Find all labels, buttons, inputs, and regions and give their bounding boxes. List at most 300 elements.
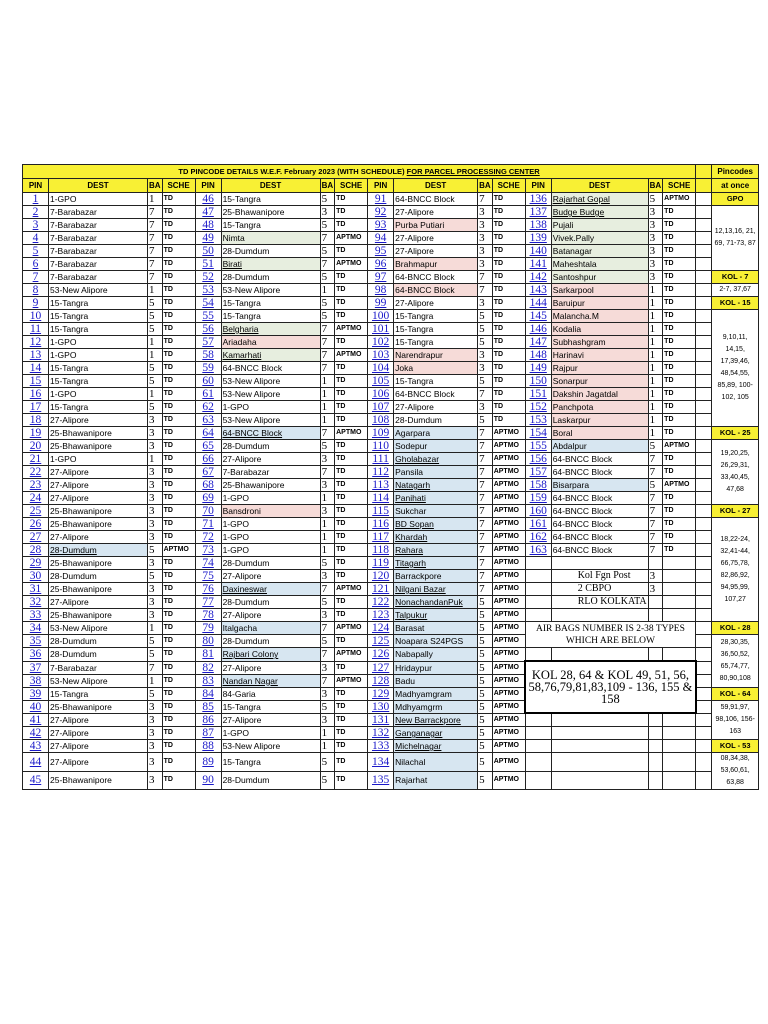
empty-cell <box>551 753 648 772</box>
spacer-cell <box>696 479 712 492</box>
dest-cell: Ganganagar <box>394 727 478 740</box>
empty-cell <box>525 596 551 609</box>
dest-cell: 1-GPO <box>49 336 148 349</box>
schedule-cell: TD <box>162 297 195 310</box>
col-header-sche: SCHE <box>663 179 696 193</box>
ba-cell: 5 <box>478 771 493 790</box>
ba-cell: 5 <box>478 713 493 727</box>
ba-cell: 5 <box>320 771 335 790</box>
dest-cell: 64-BNCC Block <box>551 492 648 505</box>
pin-cell: 30 <box>23 570 49 583</box>
spacer-cell <box>696 206 712 219</box>
dest-cell: Kodalia <box>551 323 648 336</box>
pincodes-subheader: at once <box>712 179 759 193</box>
pin-cell: 99 <box>368 297 394 310</box>
ba-cell: 7 <box>478 570 493 583</box>
ba-cell: 3 <box>148 596 163 609</box>
pin-cell: 54 <box>195 297 221 310</box>
ba-cell: 7 <box>478 193 493 206</box>
ba-cell: 3 <box>478 219 493 232</box>
pin-cell: 131 <box>368 713 394 727</box>
pin-cell: 92 <box>368 206 394 219</box>
ba-cell: 5 <box>478 414 493 427</box>
dest-cell: 15-Tangra <box>221 310 320 323</box>
spacer-cell <box>696 271 712 284</box>
schedule-cell: TD <box>162 401 195 414</box>
pincode-group-list: 08,34,38, 53,60,61, 63,88 <box>712 753 759 790</box>
ba-cell: 3 <box>478 297 493 310</box>
ba-cell: 7 <box>320 648 335 662</box>
dest-cell: Vivek.Pally <box>551 232 648 245</box>
pin-cell: 126 <box>368 648 394 662</box>
ba-cell: 3 <box>320 687 335 700</box>
schedule-cell: TD <box>335 596 368 609</box>
empty-cell <box>648 596 663 609</box>
empty-cell <box>525 727 551 740</box>
pin-cell: 114 <box>368 492 394 505</box>
schedule-cell: TD <box>492 193 525 206</box>
ba-cell: 3 <box>648 258 663 271</box>
empty-cell <box>525 609 551 622</box>
dest-cell: 28-Dumdum <box>49 544 148 557</box>
schedule-cell: TD <box>335 505 368 518</box>
ba-cell: 7 <box>478 531 493 544</box>
ba-cell: 5 <box>478 740 493 753</box>
schedule-cell: TD <box>335 479 368 492</box>
dest-cell: 15-Tangra <box>221 753 320 772</box>
schedule-cell: TD <box>162 505 195 518</box>
dest-cell: 28-Dumdum <box>49 635 148 648</box>
schedule-cell: APTMO <box>492 518 525 531</box>
schedule-cell: TD <box>162 284 195 297</box>
schedule-cell: APTMO <box>492 531 525 544</box>
ba-cell: 1 <box>320 518 335 531</box>
ba-cell: 5 <box>148 544 163 557</box>
schedule-cell: TD <box>162 271 195 284</box>
ba-cell: 5 <box>478 674 493 687</box>
schedule-cell: APTMO <box>492 544 525 557</box>
ba-cell: 3 <box>148 440 163 453</box>
dest-cell: Agarpara <box>394 427 478 440</box>
schedule-cell: TD <box>335 466 368 479</box>
spacer-cell <box>696 466 712 479</box>
dest-cell: 1-GPO <box>221 531 320 544</box>
ba-cell: 7 <box>478 583 493 596</box>
dest-cell: Bisarpara <box>551 479 648 492</box>
pin-cell: 144 <box>525 297 551 310</box>
dest-cell: 64-BNCC Block <box>551 518 648 531</box>
schedule-cell: TD <box>162 310 195 323</box>
spacer-cell <box>696 401 712 414</box>
dest-cell: 64-BNCC Block <box>394 193 478 206</box>
ba-cell: 3 <box>478 349 493 362</box>
schedule-cell: TD <box>162 740 195 753</box>
pincode-table <box>22 164 759 790</box>
spacer-cell <box>696 440 712 453</box>
dest-cell: 7-Barabazar <box>49 271 148 284</box>
dest-cell: Rajarhat Gopal <box>551 193 648 206</box>
dest-cell: 64-BNCC Block <box>394 284 478 297</box>
ba-cell: 5 <box>148 323 163 336</box>
pin-cell: 88 <box>195 740 221 753</box>
col-header-sche: SCHE <box>492 179 525 193</box>
dest-cell: Rajpur <box>551 362 648 375</box>
dest-cell: 1-GPO <box>49 388 148 401</box>
note-cbpo-ba: 3 <box>648 583 663 596</box>
spacer-cell <box>696 740 712 753</box>
schedule-cell: TD <box>492 388 525 401</box>
pin-cell: 147 <box>525 336 551 349</box>
pincode-group-label: KOL - 53 <box>712 740 759 753</box>
ba-cell: 1 <box>320 375 335 388</box>
schedule-cell: TD <box>335 375 368 388</box>
spacer-cell <box>696 622 712 635</box>
empty-cell <box>648 753 663 772</box>
schedule-cell: TD <box>663 258 696 271</box>
ba-cell: 5 <box>148 687 163 700</box>
note-fgn-post-ba: 3 <box>648 570 663 583</box>
dest-cell: 15-Tangra <box>394 375 478 388</box>
dest-cell: 25-Bhawanipore <box>49 771 148 790</box>
dest-cell: 15-Tangra <box>221 700 320 713</box>
pin-cell: 18 <box>23 414 49 427</box>
pin-cell: 3 <box>23 219 49 232</box>
dest-cell: Hridaypur <box>394 661 478 674</box>
empty-cell <box>525 557 551 570</box>
spacer-cell <box>696 544 712 557</box>
dest-cell: 84-Garia <box>221 687 320 700</box>
schedule-cell: TD <box>162 596 195 609</box>
spacer-cell <box>696 284 712 297</box>
pin-cell: 27 <box>23 531 49 544</box>
ba-cell: 7 <box>320 583 335 596</box>
schedule-cell: APTMO <box>162 544 195 557</box>
spacer-cell <box>696 193 712 206</box>
ba-cell: 3 <box>478 232 493 245</box>
ba-cell: 5 <box>478 323 493 336</box>
dest-cell: Laskarpur <box>551 414 648 427</box>
schedule-cell: TD <box>162 232 195 245</box>
dest-cell: 27-Alipore <box>394 245 478 258</box>
pin-cell: 22 <box>23 466 49 479</box>
ba-cell: 7 <box>648 505 663 518</box>
dest-cell: 28-Dumdum <box>221 245 320 258</box>
dest-cell: 7-Barabazar <box>49 232 148 245</box>
schedule-cell: TD <box>162 518 195 531</box>
schedule-cell: TD <box>335 245 368 258</box>
spacer-cell <box>696 245 712 258</box>
spacer-cell <box>696 609 712 622</box>
schedule-cell: TD <box>162 700 195 713</box>
ba-cell: 5 <box>478 661 493 674</box>
ba-cell: 5 <box>320 271 335 284</box>
schedule-cell: TD <box>162 674 195 687</box>
dest-cell: 64-BNCC Block <box>551 531 648 544</box>
dest-cell: 27-Alipore <box>49 713 148 727</box>
empty-cell <box>648 771 663 790</box>
ba-cell: 5 <box>648 479 663 492</box>
pin-cell: 14 <box>23 362 49 375</box>
ba-cell: 3 <box>148 753 163 772</box>
dest-cell: 28-Dumdum <box>394 414 478 427</box>
schedule-cell: TD <box>335 206 368 219</box>
schedule-cell: TD <box>492 232 525 245</box>
pin-cell: 150 <box>525 375 551 388</box>
pin-cell: 94 <box>368 232 394 245</box>
pin-cell: 49 <box>195 232 221 245</box>
pin-cell: 55 <box>195 310 221 323</box>
ba-cell: 5 <box>478 622 493 635</box>
ba-cell: 3 <box>148 771 163 790</box>
empty-cell <box>663 740 696 753</box>
schedule-cell: TD <box>335 687 368 700</box>
empty-cell <box>663 570 696 583</box>
dest-cell: Dakshin Jagatdal <box>551 388 648 401</box>
ba-cell: 3 <box>320 479 335 492</box>
spacer-cell <box>696 661 712 674</box>
ba-cell: 7 <box>478 492 493 505</box>
schedule-cell: APTMO <box>492 661 525 674</box>
ba-cell: 7 <box>478 557 493 570</box>
ba-cell: 5 <box>148 310 163 323</box>
ba-cell: 3 <box>320 713 335 727</box>
ba-cell: 1 <box>320 388 335 401</box>
ba-cell: 3 <box>148 505 163 518</box>
schedule-cell: TD <box>162 323 195 336</box>
dest-cell: Purba Putiari <box>394 219 478 232</box>
empty-cell <box>525 713 551 727</box>
pin-cell: 2 <box>23 206 49 219</box>
ba-cell: 7 <box>320 336 335 349</box>
pin-cell: 31 <box>23 583 49 596</box>
empty-cell <box>648 727 663 740</box>
schedule-cell: TD <box>162 635 195 648</box>
pincode-group-list: 28,30,35, 36,50,52, 65,74,77, 80,90,108 <box>712 635 759 688</box>
schedule-cell: TD <box>162 349 195 362</box>
ba-cell: 7 <box>148 206 163 219</box>
ba-cell: 3 <box>478 401 493 414</box>
col-header-pin: PIN <box>525 179 551 193</box>
title-text: TD PINCODE DETAILS W.E.F. February 2023 (WITH SCHEDULE) <box>178 166 405 176</box>
schedule-cell: TD <box>162 193 195 206</box>
empty-cell <box>551 771 648 790</box>
spacer-cell <box>696 349 712 362</box>
dest-cell: Talpukur <box>394 609 478 622</box>
ba-cell: 5 <box>148 570 163 583</box>
ba-cell: 3 <box>148 466 163 479</box>
pin-cell: 132 <box>368 727 394 740</box>
dest-cell: 64-BNCC Block <box>551 453 648 466</box>
pin-cell: 162 <box>525 531 551 544</box>
schedule-cell: TD <box>335 753 368 772</box>
note-rlo: RLO KOLKATA <box>551 596 648 609</box>
col-header-pin: PIN <box>195 179 221 193</box>
pin-cell: 37 <box>23 661 49 674</box>
dest-cell: 25-Bhawanipore <box>49 427 148 440</box>
dest-cell: 64-BNCC Block <box>551 505 648 518</box>
pin-cell: 161 <box>525 518 551 531</box>
ba-cell: 3 <box>320 505 335 518</box>
pin-cell: 154 <box>525 427 551 440</box>
schedule-cell: TD <box>335 635 368 648</box>
pin-cell: 26 <box>23 518 49 531</box>
dest-cell: Badu <box>394 674 478 687</box>
dest-cell: Gholabazar <box>394 453 478 466</box>
spacer-cell <box>696 570 712 583</box>
dest-cell: 64-BNCC Block <box>221 427 320 440</box>
pin-cell: 65 <box>195 440 221 453</box>
note-fgn-post: Kol Fgn Post <box>551 570 648 583</box>
ba-cell: 5 <box>148 297 163 310</box>
ba-cell: 5 <box>478 336 493 349</box>
schedule-cell: APTMO <box>335 258 368 271</box>
pin-cell: 135 <box>368 771 394 790</box>
ba-cell: 7 <box>320 323 335 336</box>
ba-cell: 5 <box>478 635 493 648</box>
ba-cell: 1 <box>648 362 663 375</box>
ba-cell: 5 <box>478 648 493 662</box>
pin-cell: 79 <box>195 622 221 635</box>
ba-cell: 5 <box>320 297 335 310</box>
pin-cell: 111 <box>368 453 394 466</box>
dest-cell: 53-New Alipore <box>49 284 148 297</box>
dest-cell: Sukchar <box>394 505 478 518</box>
dest-cell: 28-Dumdum <box>221 596 320 609</box>
schedule-cell: APTMO <box>492 466 525 479</box>
schedule-cell: TD <box>162 492 195 505</box>
empty-cell <box>525 648 551 662</box>
empty-cell <box>525 583 551 596</box>
dest-cell: Michelnagar <box>394 740 478 753</box>
dest-cell: 53-New Alipore <box>221 388 320 401</box>
schedule-cell: APTMO <box>492 583 525 596</box>
schedule-cell: TD <box>335 570 368 583</box>
dest-cell: Rahara <box>394 544 478 557</box>
ba-cell: 7 <box>478 271 493 284</box>
schedule-cell: TD <box>663 375 696 388</box>
dest-cell: Subhashgram <box>551 336 648 349</box>
dest-cell: Sonarpur <box>551 375 648 388</box>
ba-cell: 1 <box>320 531 335 544</box>
pin-cell: 59 <box>195 362 221 375</box>
pin-cell: 9 <box>23 297 49 310</box>
pin-cell: 145 <box>525 310 551 323</box>
dest-cell: 27-Alipore <box>49 740 148 753</box>
pin-cell: 72 <box>195 531 221 544</box>
ba-cell: 7 <box>148 258 163 271</box>
dest-cell: 15-Tangra <box>221 193 320 206</box>
pin-cell: 100 <box>368 310 394 323</box>
ba-cell: 7 <box>148 219 163 232</box>
dest-cell: Batanagar <box>551 245 648 258</box>
dest-cell: 53-New Alipore <box>221 740 320 753</box>
pin-cell: 96 <box>368 258 394 271</box>
schedule-cell: APTMO <box>335 323 368 336</box>
ba-cell: 3 <box>478 362 493 375</box>
dest-cell: 7-Barabazar <box>49 245 148 258</box>
pin-cell: 58 <box>195 349 221 362</box>
pin-cell: 32 <box>23 596 49 609</box>
pin-cell: 23 <box>23 479 49 492</box>
ba-cell: 1 <box>148 674 163 687</box>
ba-cell: 5 <box>320 219 335 232</box>
schedule-cell: TD <box>162 583 195 596</box>
ba-cell: 3 <box>148 713 163 727</box>
pin-cell: 75 <box>195 570 221 583</box>
dest-cell: 28-Dumdum <box>221 635 320 648</box>
schedule-cell: TD <box>492 271 525 284</box>
schedule-cell: TD <box>663 323 696 336</box>
ba-cell: 1 <box>648 323 663 336</box>
schedule-cell: TD <box>663 219 696 232</box>
schedule-cell: TD <box>162 771 195 790</box>
pin-cell: 89 <box>195 753 221 772</box>
col-header-dest: DEST <box>551 179 648 193</box>
note-cbpo: 2 CBPO <box>551 583 648 596</box>
dest-cell: 27-Alipore <box>394 232 478 245</box>
pin-cell: 122 <box>368 596 394 609</box>
spacer-cell <box>696 583 712 596</box>
schedule-cell: APTMO <box>492 440 525 453</box>
pin-cell: 160 <box>525 505 551 518</box>
ba-cell: 5 <box>478 310 493 323</box>
schedule-cell: TD <box>162 570 195 583</box>
ba-cell: 1 <box>648 401 663 414</box>
pin-cell: 110 <box>368 440 394 453</box>
dest-cell: 27-Alipore <box>221 713 320 727</box>
pin-cell: 121 <box>368 583 394 596</box>
ba-cell: 1 <box>320 544 335 557</box>
dest-cell: 15-Tangra <box>394 336 478 349</box>
ba-cell: 1 <box>320 492 335 505</box>
note-air-bags: AIR BAGS NUMBER IS 2-38 TYPES WHICH ARE BELOW <box>525 622 695 648</box>
pincode-group-label: KOL - 64 <box>712 687 759 700</box>
schedule-cell: TD <box>162 440 195 453</box>
pin-cell: 83 <box>195 674 221 687</box>
ba-cell: 1 <box>648 297 663 310</box>
schedule-cell: TD <box>162 336 195 349</box>
empty-cell <box>551 557 648 570</box>
ba-cell: 7 <box>478 479 493 492</box>
dest-cell: 25-Bhawanipore <box>49 700 148 713</box>
pin-cell: 41 <box>23 713 49 727</box>
ba-cell: 5 <box>478 727 493 740</box>
ba-cell: 3 <box>648 232 663 245</box>
pin-cell: 118 <box>368 544 394 557</box>
ba-cell: 1 <box>648 336 663 349</box>
title-suffix: FOR PARCEL PROCESSING CENTER <box>406 166 540 176</box>
ba-cell: 7 <box>648 466 663 479</box>
schedule-cell: TD <box>663 310 696 323</box>
ba-cell: 3 <box>648 206 663 219</box>
dest-cell: 7-Barabazar <box>49 206 148 219</box>
pin-cell: 20 <box>23 440 49 453</box>
empty-cell <box>551 609 648 622</box>
col-header-ba: BA <box>148 179 163 193</box>
pin-cell: 149 <box>525 362 551 375</box>
ba-cell: 5 <box>648 193 663 206</box>
pin-cell: 159 <box>525 492 551 505</box>
pin-cell: 136 <box>525 193 551 206</box>
col-header-ba: BA <box>648 179 663 193</box>
schedule-cell: TD <box>162 219 195 232</box>
ba-cell: 7 <box>648 544 663 557</box>
ba-cell: 5 <box>320 440 335 453</box>
ba-cell: 7 <box>320 622 335 635</box>
dest-cell: Nandan Nagar <box>221 674 320 687</box>
schedule-cell: TD <box>335 336 368 349</box>
schedule-cell: TD <box>663 349 696 362</box>
